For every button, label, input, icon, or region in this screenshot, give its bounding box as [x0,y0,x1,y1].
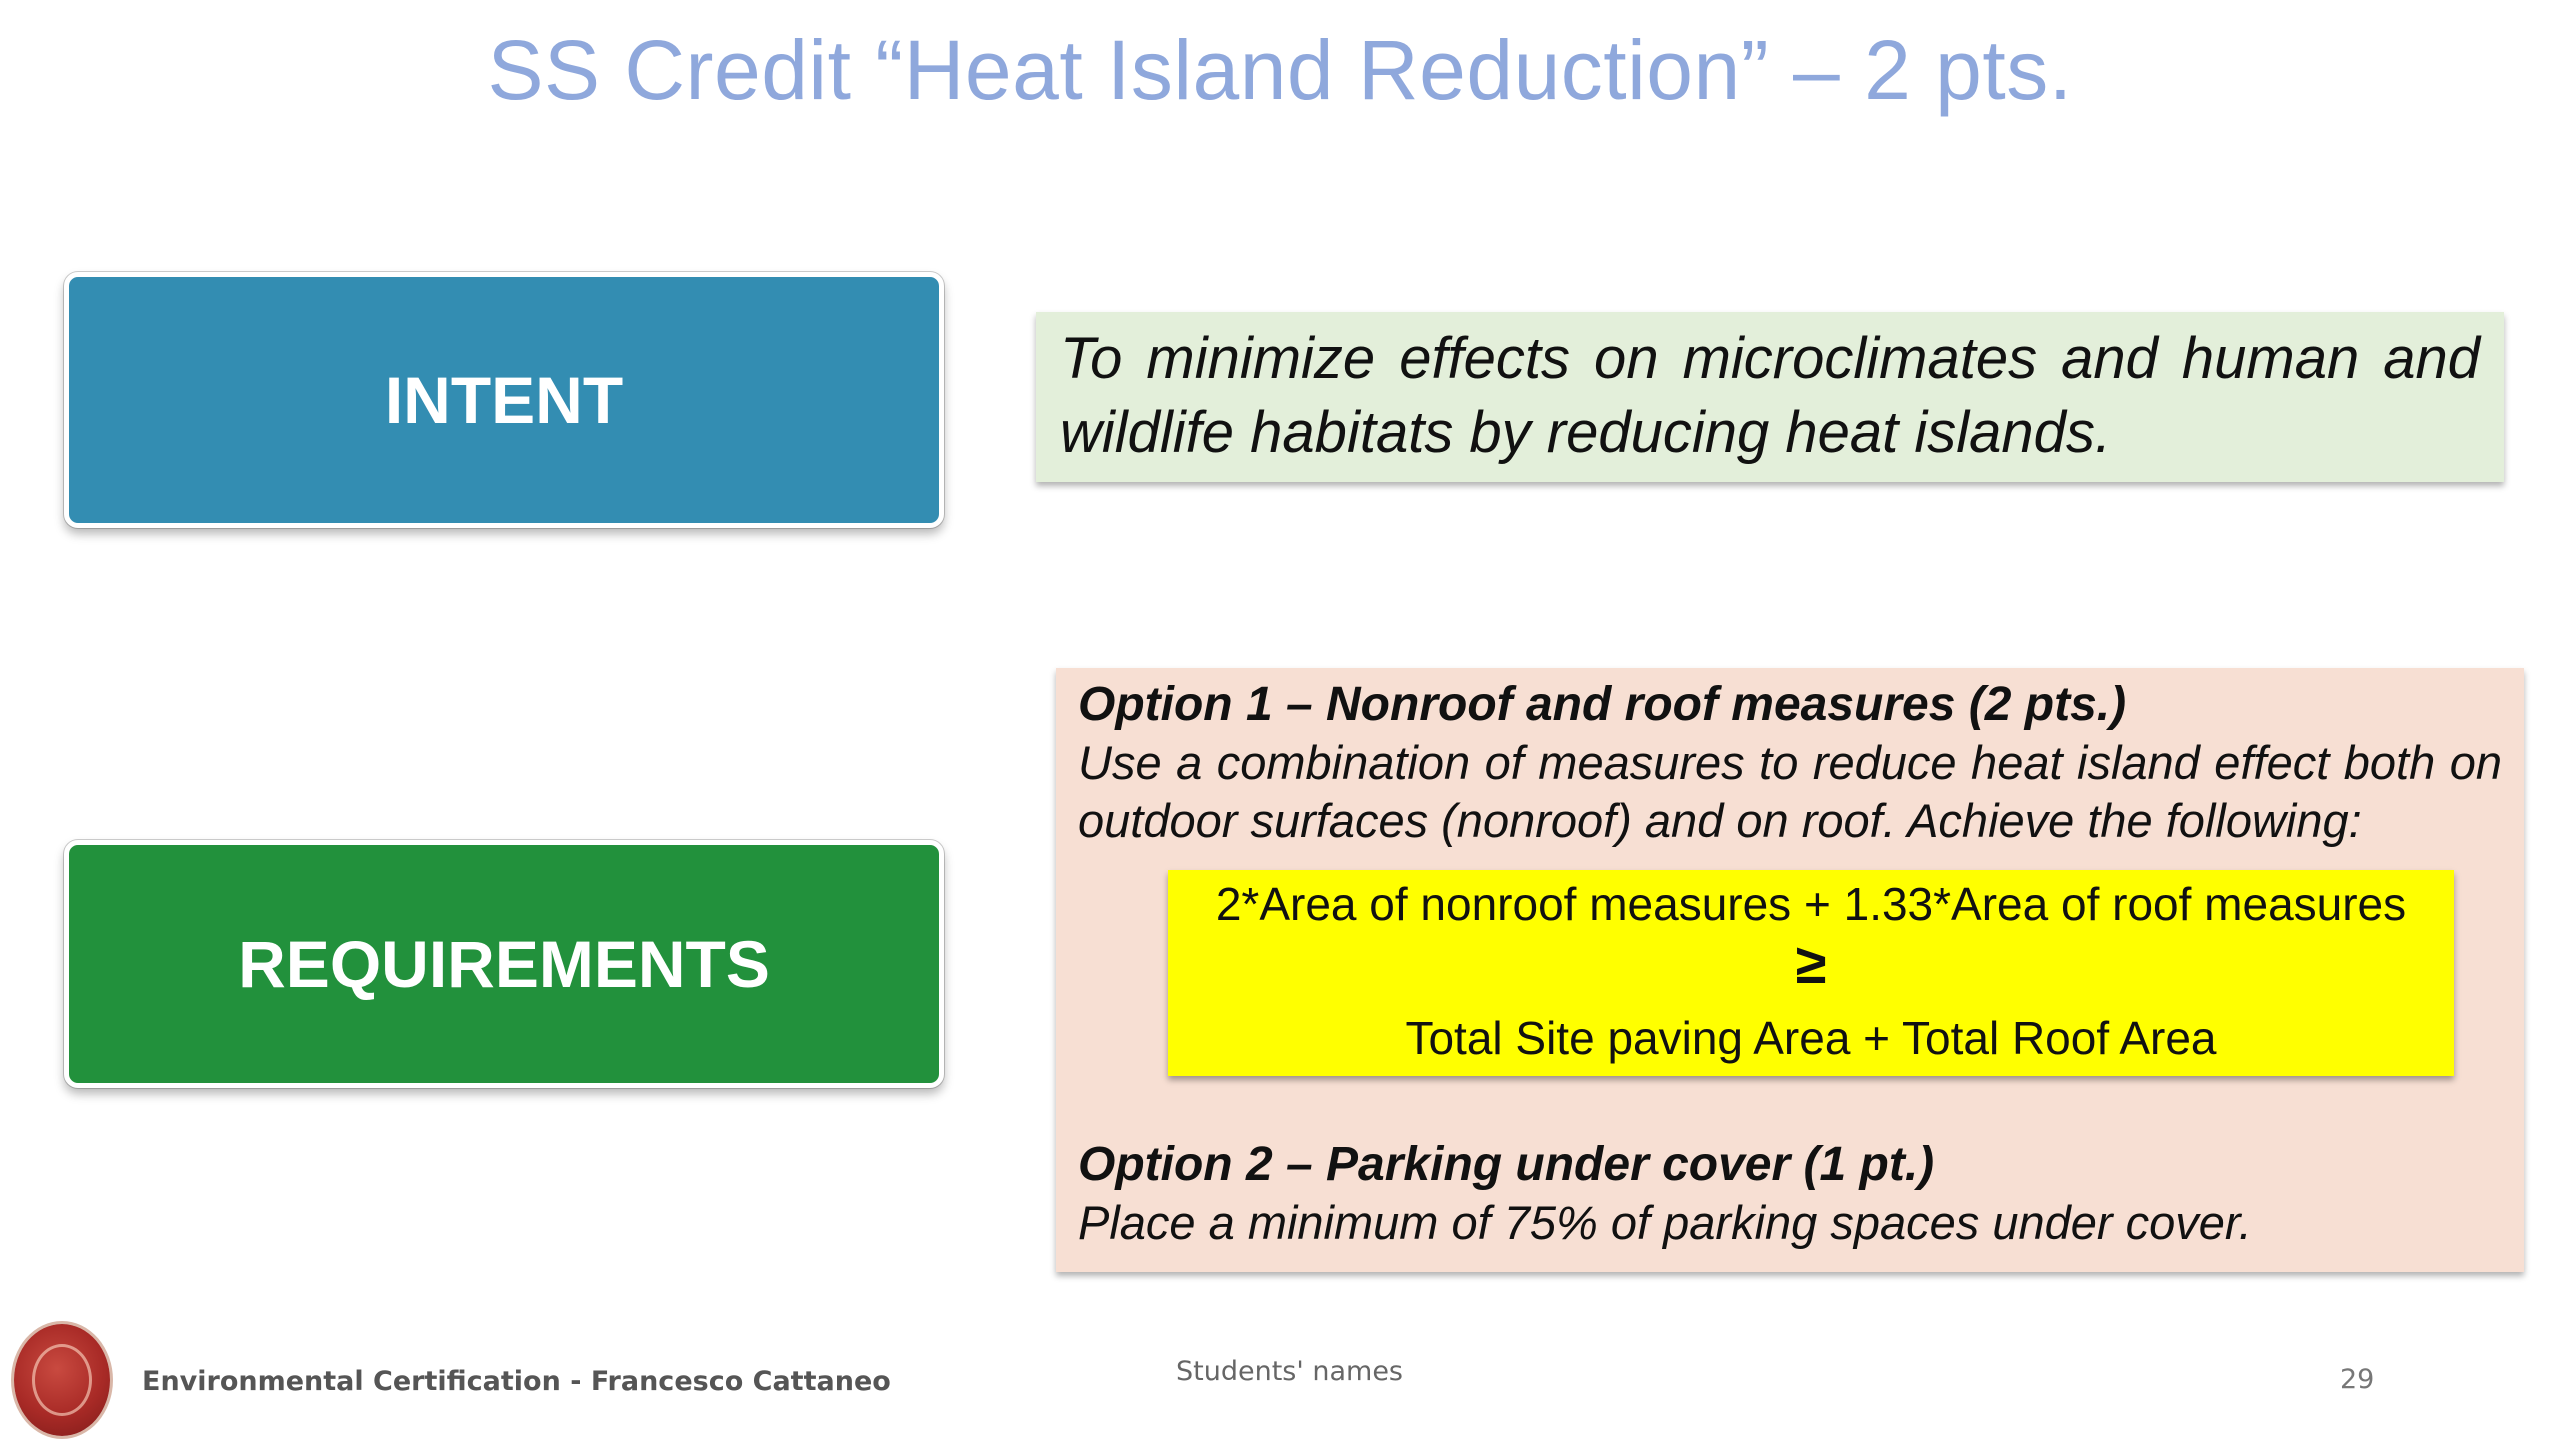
intent-text-box [1036,312,2504,482]
requirements-label-box [64,840,944,1088]
requirements-panel [1056,668,2524,1272]
intent-text: To minimize effects on microclimates and human and wildlife habitats by reducing heat islands. [1060,326,2480,465]
intent-label: INTENT [384,363,624,437]
university-seal-icon [14,1324,110,1436]
slide-title: SS Credit “Heat Island Reduction” – 2 pts. [487,23,2073,117]
option2-body: Place a minimum of 75% of parking spaces under cover. [1078,1196,2252,1249]
page-number: 29 [2340,1364,2375,1395]
seal-inner-ring [32,1344,92,1416]
intent-label-box [64,272,944,528]
formula-operator: ≥ [1795,932,1827,995]
requirements-label: REQUIREMENTS [238,927,770,1001]
formula-line2: Total Site paving Area + Total Roof Area [1405,1012,2217,1064]
formula-line1: 2*Area of nonroof measures + 1.33*Area of roof measures [1215,878,2407,930]
option2-heading: Option 2 – Parking under cover (1 pt.) [1078,1138,1935,1191]
footer-students-names: Students' names [1176,1356,1403,1387]
option1-body: Use a combination of measures to reduce heat island effect both on outdoor surfaces (nonroof) and on roof. Achieve the following: [1078,736,2502,847]
option1-heading: Option 1 – Nonroof and roof measures (2 pts.) [1078,678,2127,731]
formula-box [1168,870,2454,1076]
footer-course-text: Environmental Certification - Francesco Cattaneo [142,1366,891,1397]
